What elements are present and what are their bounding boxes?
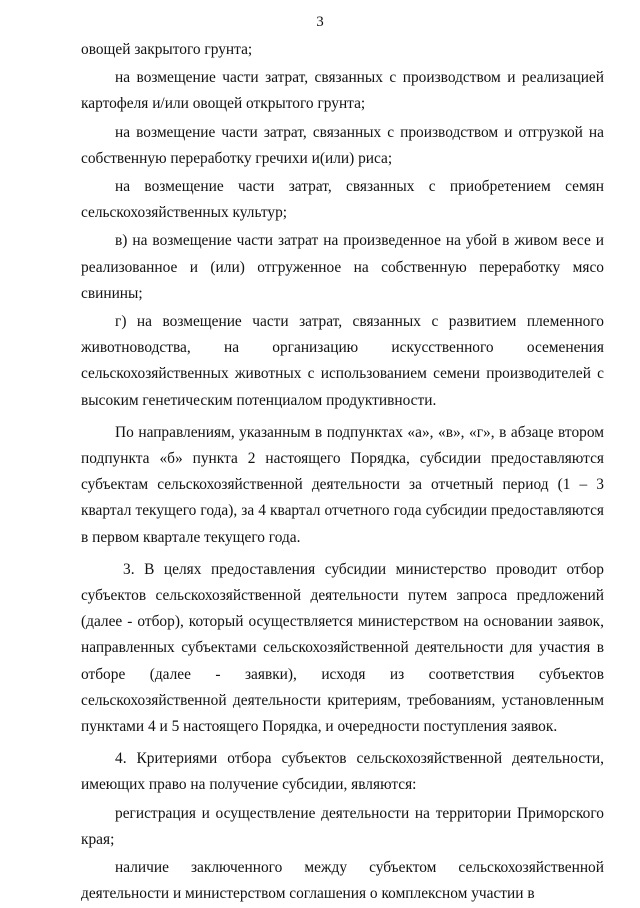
paragraph-seeds: на возмещение части затрат, связанных с приобретением семян сельскохозяйственных культур; <box>81 178 604 222</box>
paragraph-registration: регистрация и осуществление деятельности на территории Приморского края; <box>81 804 604 848</box>
paragraph-directions: По направлениям, указанным в подпунктах «а», «в», «г», в абзаце втором подпункта «б» пункта 2 настоящего Порядка, субсидии предоставляются субъектам сельскохозяйственной деятельности за отчетный период (1 – 3 квартал текущего года), за 4 квартал отчетного года субсидии предоставляются в первом квартале текущего года. <box>81 423 604 546</box>
paragraph-pork: в) на возмещение части затрат на произведенное на убой в живом весе и реализованное и (или) отгруженное на собственную переработку мясо свинины; <box>81 232 604 302</box>
paragraph-potatoes-vegetables: на возмещение части затрат, связанных с производством и реализацией картофеля и/или овощей открытого грунта; <box>81 69 604 113</box>
paragraph-section-3: 3. В целях предоставления субсидии министерство проводит отбор субъектов сельскохозяйственной деятельности путем запроса предложений (далее - отбор), который осуществляется министерством на основании заявок, направленных субъектами сельскохозяйственной деятельности для участия в отборе (далее - заявки), исходя из соответствия субъектов сельскохозяйственной деятельности критериям, требованиям, установленным пунктами 4 и 5 настоящего Порядка, и очередности поступления заявок. <box>81 560 604 736</box>
paragraph-agreement: наличие заключенного между субъектом сельскохозяйственной деятельности и министерством соглашения о комплексном участии в <box>81 859 604 903</box>
paragraph-section-4: 4. Критериями отбора субъектов сельскохозяйственной деятельности, имеющих право на получение субсидии, являются: <box>81 750 604 794</box>
paragraph-buckwheat-rice: на возмещение части затрат, связанных с производством и отгрузкой на собственную переработку гречихи и(или) риса; <box>81 123 604 167</box>
document-body <box>81 37 604 908</box>
page-number: 3 <box>316 14 324 30</box>
paragraph-breeding: г) на возмещение части затрат, связанных с развитием племенного животноводства, на организацию искусственного осеменения сельскохозяйственных животных с использованием семени производителей с высоким генетическим потенциалом продуктивности. <box>81 313 604 409</box>
paragraph-continuation: овощей закрытого грунта; <box>81 41 253 58</box>
